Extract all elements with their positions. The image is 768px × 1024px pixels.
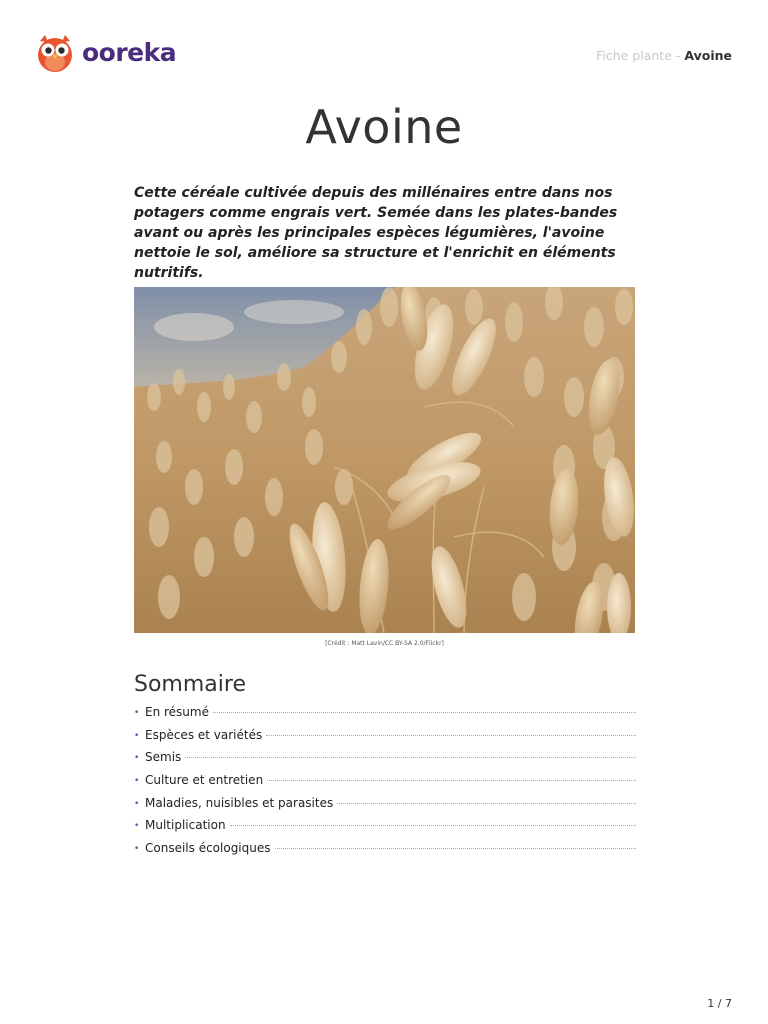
dotted-leader — [266, 735, 636, 736]
page-title: Avoine — [305, 100, 463, 154]
bullet-icon: • — [134, 798, 140, 809]
toc-item[interactable] — [134, 705, 636, 728]
toc-title: Sommaire — [134, 672, 246, 697]
bullet-icon: • — [134, 776, 140, 787]
toc-item[interactable] — [134, 773, 636, 796]
bullet-icon: • — [134, 730, 140, 741]
bullet-icon: • — [134, 753, 140, 764]
intro-paragraph: Cette céréale cultivée depuis des millénaires entre dans nos potagers comme engrais vert. Semée dans les plates-bandes avant ou après les principales espèces légumières, l'avoine nettoie le sol, améliore sa structure et l'enrichit en éléments nutritifs. — [134, 185, 618, 281]
toc-item-label: Maladies, nuisibles et parasites — [145, 795, 334, 810]
breadcrumb — [596, 48, 732, 63]
owl-logo-icon — [36, 33, 74, 73]
dotted-leader — [213, 712, 636, 713]
toc-item[interactable] — [134, 841, 636, 864]
breadcrumb-section[interactable]: Fiche plante — [596, 48, 672, 63]
breadcrumb-separator: - — [671, 48, 685, 63]
brand-wordmark: ooreka — [82, 37, 177, 67]
toc-item-label: Multiplication — [145, 818, 226, 833]
toc-item-label: Espèces et variétés — [145, 727, 263, 742]
toc-item-label: Conseils écologiques — [145, 841, 271, 856]
toc-item-label: Semis — [145, 750, 182, 765]
bullet-icon: • — [134, 821, 140, 832]
toc-item-label: En résumé — [145, 705, 209, 719]
table-of-contents — [134, 705, 636, 864]
breadcrumb-current: Avoine — [684, 48, 732, 63]
ooreka-logo[interactable] — [36, 33, 176, 73]
toc-item[interactable] — [134, 750, 636, 773]
toc-item[interactable] — [134, 796, 636, 819]
dotted-leader — [337, 803, 636, 804]
oat-field-photo — [134, 287, 635, 633]
dotted-leader — [267, 780, 636, 781]
bullet-icon: • — [134, 844, 140, 855]
page-number: 1 / 7 — [707, 997, 732, 1010]
dotted-leader — [185, 757, 636, 758]
toc-item-label: Culture et entretien — [145, 773, 264, 788]
toc-item[interactable] — [134, 818, 636, 841]
photo-caption: [Crédit : Matt Lavin/CC BY-SA 2.0/Flickr] — [325, 640, 444, 647]
toc-item[interactable] — [134, 728, 636, 751]
dotted-leader — [230, 825, 636, 826]
bullet-icon: • — [134, 708, 140, 718]
dotted-leader — [275, 848, 636, 849]
